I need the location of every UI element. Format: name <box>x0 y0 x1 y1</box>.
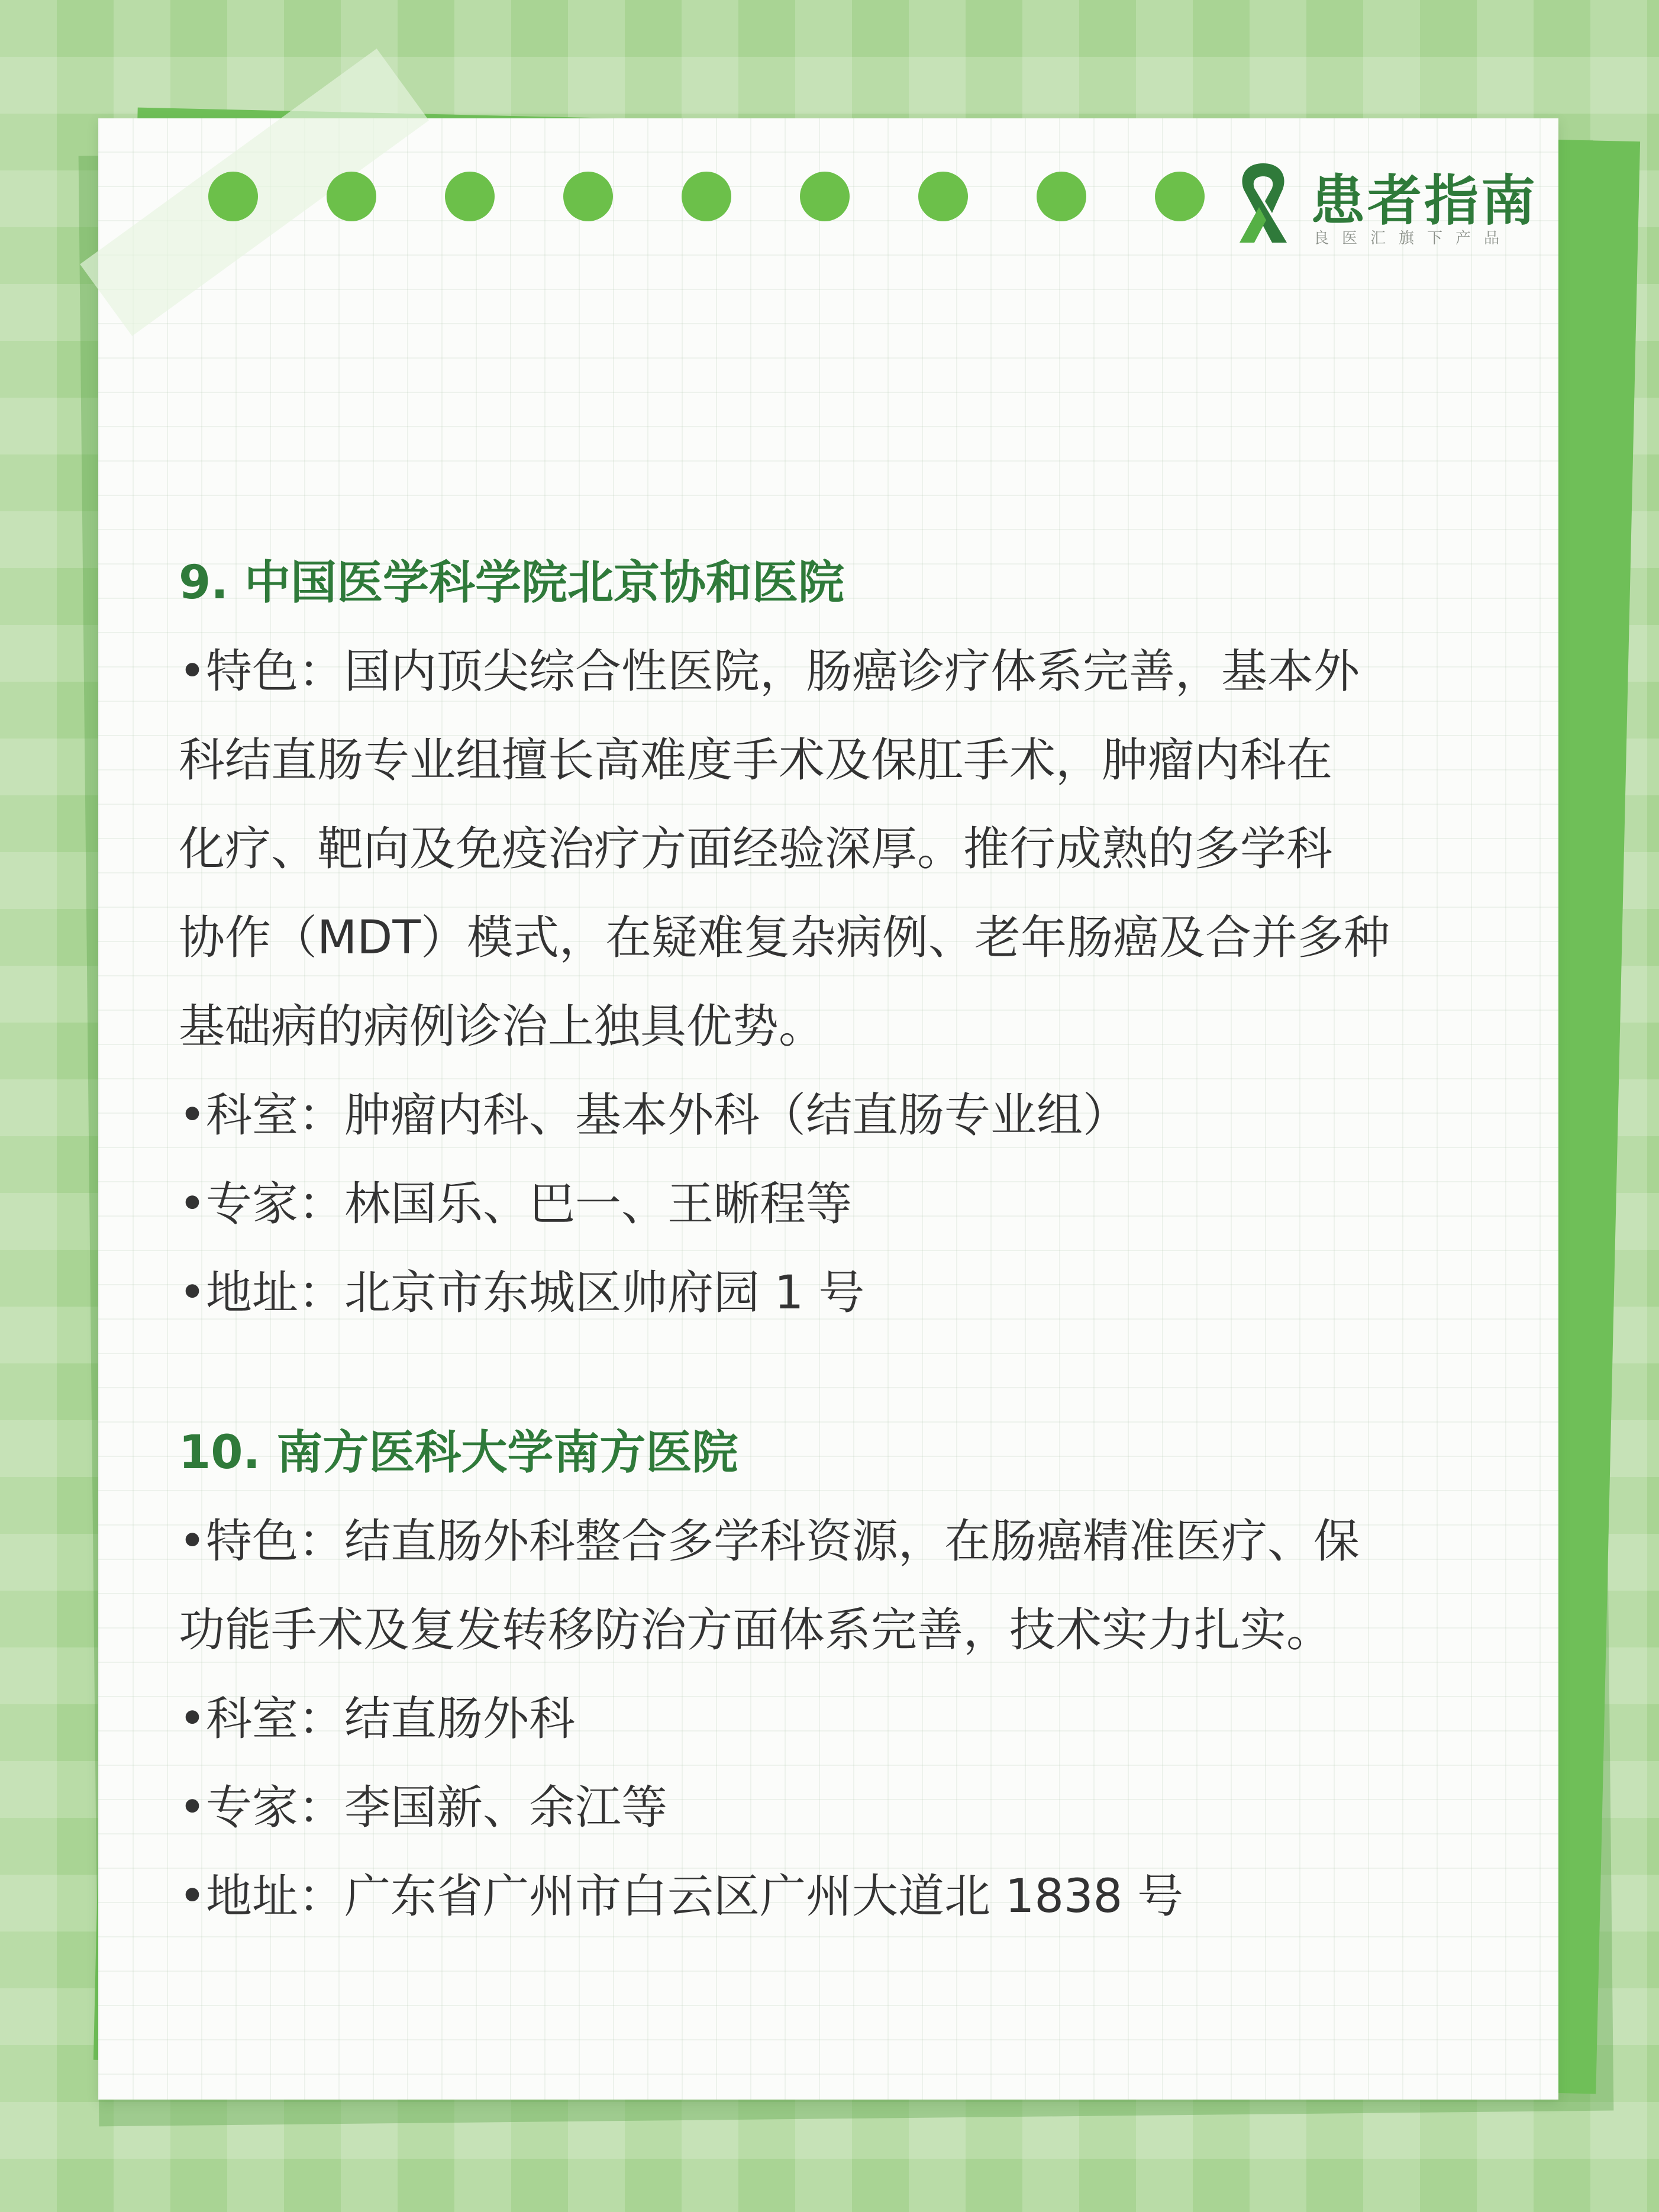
feature-line: 功能手术及复发转移防治方面体系完善，技术实力扎实。 <box>179 1604 1333 1657</box>
feature-line: •特色：国内顶尖综合性医院，肠癌诊疗体系完善，基本外 <box>179 645 1360 698</box>
brand-subtitle: 良医汇旗下产品 <box>1313 230 1513 247</box>
brand-title: 患者指南 <box>1311 169 1538 233</box>
department-line: •科室：肿瘤内科、基本外科（结直肠专业组） <box>179 1089 1129 1142</box>
binder-dot <box>1037 172 1086 221</box>
brand-logo <box>1231 153 1538 253</box>
hospital-section-10 <box>179 1408 1492 1941</box>
ribbon-logo-icon <box>1231 159 1296 247</box>
binder-dot <box>445 172 495 221</box>
binder-dot <box>208 172 258 221</box>
binder-dot <box>1155 172 1205 221</box>
feature-line: 化疗、靶向及免疫治疗方面经验深厚。推行成熟的多学科 <box>179 823 1333 876</box>
feature-line: 协作（MDT）模式，在疑难复杂病例、老年肠癌及合并多种 <box>179 911 1390 965</box>
hospital-list <box>179 539 1492 2012</box>
binder-dot <box>918 172 968 221</box>
feature-line: 科结直肠专业组擅长高难度手术及保肛手术，肿瘤内科在 <box>179 734 1333 787</box>
hospital-title: 10. 南方医科大学南方医院 <box>179 1426 738 1479</box>
binder-dot <box>800 172 850 221</box>
feature-line: 基础病的病例诊治上独具优势。 <box>179 1000 825 1053</box>
hospital-title: 9. 中国医学科学院北京协和医院 <box>179 556 845 610</box>
feature-line: •特色：结直肠外科整合多学科资源，在肠癌精准医疗、保 <box>179 1515 1360 1568</box>
hospital-section-9 <box>179 539 1492 1337</box>
department-line: •科室：结直肠外科 <box>179 1692 576 1746</box>
binder-dot <box>682 172 731 221</box>
binder-dot <box>327 172 376 221</box>
experts-line: •专家：林国乐、巴一、王晰程等 <box>179 1178 853 1231</box>
address-line: •地址：广东省广州市白云区广州大道北 1838 号 <box>179 1870 1184 1923</box>
binder-dot <box>563 172 613 221</box>
binder-dots <box>208 172 1205 221</box>
address-line: •地址：北京市东城区帅府园 1 号 <box>179 1266 865 1320</box>
experts-line: •专家：李国新、余江等 <box>179 1781 668 1834</box>
